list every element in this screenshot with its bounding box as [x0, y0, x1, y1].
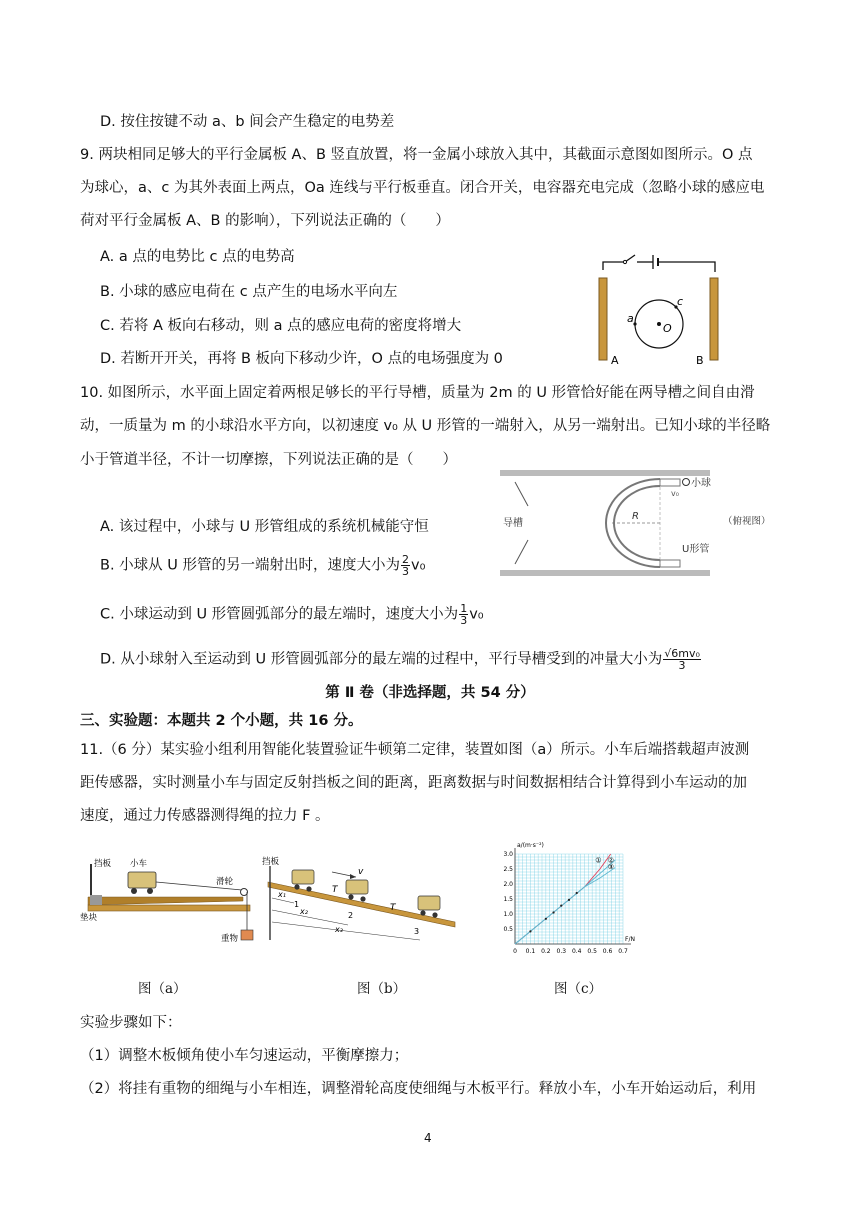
q11-figure-b — [260, 850, 460, 950]
section2-title: 第 Ⅱ 卷（非选择题，共 54 分） — [325, 685, 535, 701]
data-point — [552, 911, 554, 913]
board-label-b: 挡板 — [262, 857, 280, 867]
q10-utube-figure — [495, 468, 780, 580]
board-label: 挡板 — [94, 859, 112, 869]
cart-3-icon — [418, 896, 440, 918]
utube-label: U形管 — [682, 544, 710, 555]
q10-option-b: B. 小球从 U 形管的另一端射出时，速度大小为 $\frac{2}{3}$ v₀ — [100, 553, 426, 578]
t1-label: T — [332, 885, 338, 895]
q11-figure-a — [78, 850, 258, 950]
q11-line1: 11.（6 分）某实验小组利用智能化装置验证牛顿第二定律，装置如图（a）所示。小车后端搭载超声波测 — [80, 742, 750, 758]
pulley-label: 滑轮 — [216, 877, 234, 887]
ball-icon — [683, 479, 690, 486]
x-tick-label: 0.3 — [556, 948, 567, 955]
label-o: O — [663, 322, 672, 335]
pulley-icon — [241, 889, 248, 896]
x-tick-label: 0.6 — [602, 948, 613, 955]
y-tick-label: 0.5 — [503, 926, 513, 933]
figure-b-caption: 图（b） — [357, 981, 407, 997]
data-point — [576, 892, 578, 894]
x1-label: x₁ — [278, 890, 286, 899]
plate-a — [599, 278, 607, 360]
q10-option-c: C. 小球运动到 U 形管圆弧部分的最左端时，速度大小为 $\frac{1}{3}$ v₀ — [100, 602, 484, 627]
x2-label: x₂ — [300, 907, 308, 916]
weight-label: 重物 — [221, 934, 239, 944]
y-tick-label: 1.0 — [503, 911, 513, 918]
q8-option-d: D. 按住按键不动 a、b 间会产生稳定的电势差 — [100, 114, 395, 130]
q9-option-b: B. 小球的感应电荷在 c 点产生的电场水平向左 — [100, 284, 398, 300]
y-tick-label: 3.0 — [503, 851, 513, 858]
ball-label: 小球 — [691, 478, 711, 489]
mark-3: 3 — [414, 927, 420, 936]
data-point — [560, 905, 562, 907]
x-tick-label: 0.4 — [571, 948, 582, 955]
cart-1-icon — [292, 870, 314, 892]
curve-label-1: ① — [595, 856, 602, 865]
view-label: （俯视图） — [723, 516, 771, 527]
q9-stem-line3: 荷对平行金属板 A、B 的影响），下列说法正确的（ ） — [80, 213, 450, 229]
x-tick-label: 0.7 — [618, 948, 628, 955]
groove-label: 导槽 — [503, 518, 523, 529]
data-point — [529, 930, 531, 932]
curve-label-2: ② — [607, 856, 614, 865]
plate-b — [710, 278, 718, 360]
t2-label: T — [390, 903, 396, 913]
mark-1: 1 — [294, 900, 300, 909]
v0-label: v₀ — [671, 489, 679, 498]
q9-option-a: A. a 点的电势比 c 点的电势高 — [100, 249, 295, 265]
x-tick-label: 0 — [513, 948, 517, 955]
q11-line3: 速度，通过力传感器测得绳的拉力 F 。 — [80, 808, 330, 824]
y-tick-label: 2.0 — [503, 881, 513, 888]
q11-figure-c-chart — [495, 840, 645, 962]
cart-icon — [128, 872, 156, 888]
figure-a-caption: 图（a） — [138, 981, 187, 997]
q9-option-d: D. 若断开开关，再将 B 板向下移动少许，O 点的电场强度为 0 — [100, 351, 503, 367]
block-label: 垫块 — [80, 913, 98, 923]
radius-label: R — [632, 511, 639, 522]
curve-label-3: ③ — [607, 863, 614, 871]
label-c: c — [677, 295, 684, 308]
label-a: a — [627, 312, 634, 325]
q11-line2: 距传感器，实时测量小车与固定反射挡板之间的距离，距离数据与时间数据相结合计算得到小车运动的加 — [80, 775, 747, 791]
weight-icon — [241, 930, 253, 940]
q9-capacitor-figure — [575, 250, 750, 368]
cart-2-icon — [346, 880, 368, 902]
x-tick-label: 0.2 — [541, 948, 551, 955]
data-point — [568, 899, 570, 901]
q10-option-d: D. 从小球射入至运动到 U 形管圆弧部分的最左端的过程中，平行导槽受到的冲量大小为 $\frac{\text{√6mv₀}}{3}$ — [100, 647, 700, 672]
figure-c-caption: 图（c） — [554, 981, 603, 997]
q10-stem-line2: 动，一质量为 m 的小球沿水平方向，以初速度 v₀ 从 U 形管的一端射入，从另一端射出。已知小球的半径略 — [80, 418, 771, 434]
y-axis-label: a/(m·s⁻²) — [517, 842, 544, 849]
q10-stem-line3: 小于管道半径，不计一切摩擦，下列说法正确的是（ ） — [80, 452, 457, 468]
label-plate-a: A — [611, 354, 619, 367]
mark-2: 2 — [348, 911, 354, 920]
q9-stem-line1: 9. 两块相同足够大的平行金属板 A、B 竖直放置，将一金属小球放入其中，其截面示意图如图所示。O 点 — [80, 147, 753, 163]
step-2: （2）将挂有重物的细绳与小车相连，调整滑轮高度使细绳与木板平行。释放小车，小车开始运动后，利用 — [80, 1081, 757, 1097]
label-plate-b: B — [696, 354, 704, 367]
q10-option-a: A. 该过程中，小球与 U 形管组成的系统机械能守恒 — [100, 519, 429, 535]
v-label: v — [358, 867, 364, 877]
x-axis-label: F/N — [625, 936, 635, 943]
x3-label: x₃ — [335, 925, 343, 934]
y-tick-label: 2.5 — [503, 866, 513, 873]
x-tick-label: 0.5 — [587, 948, 597, 955]
car-label: 小车 — [130, 859, 148, 869]
steps-title: 实验步骤如下： — [80, 1015, 182, 1031]
page-number: 4 — [424, 1131, 432, 1145]
x-tick-label: 0.1 — [525, 948, 536, 955]
section3-title: 三、实验题：本题共 2 个小题，共 16 分。 — [80, 713, 363, 729]
y-tick-label: 1.5 — [503, 896, 513, 903]
step-1: （1）调整木板倾角使小车匀速运动，平衡摩擦力； — [80, 1048, 409, 1064]
data-point — [545, 918, 547, 920]
q9-stem-line2: 为球心，a、c 为其外表面上两点，Oa 连线与平行板垂直。闭合开关，电容器充电完成（忽略小球的感应电 — [80, 180, 765, 196]
q10-stem-line1: 10. 如图所示，水平面上固定着两根足够长的平行导槽，质量为 2m 的 U 形管恰好能在两导槽之间自由滑 — [80, 385, 755, 401]
q9-option-c: C. 若将 A 板向右移动，则 a 点的感应电荷的密度将增大 — [100, 318, 462, 334]
